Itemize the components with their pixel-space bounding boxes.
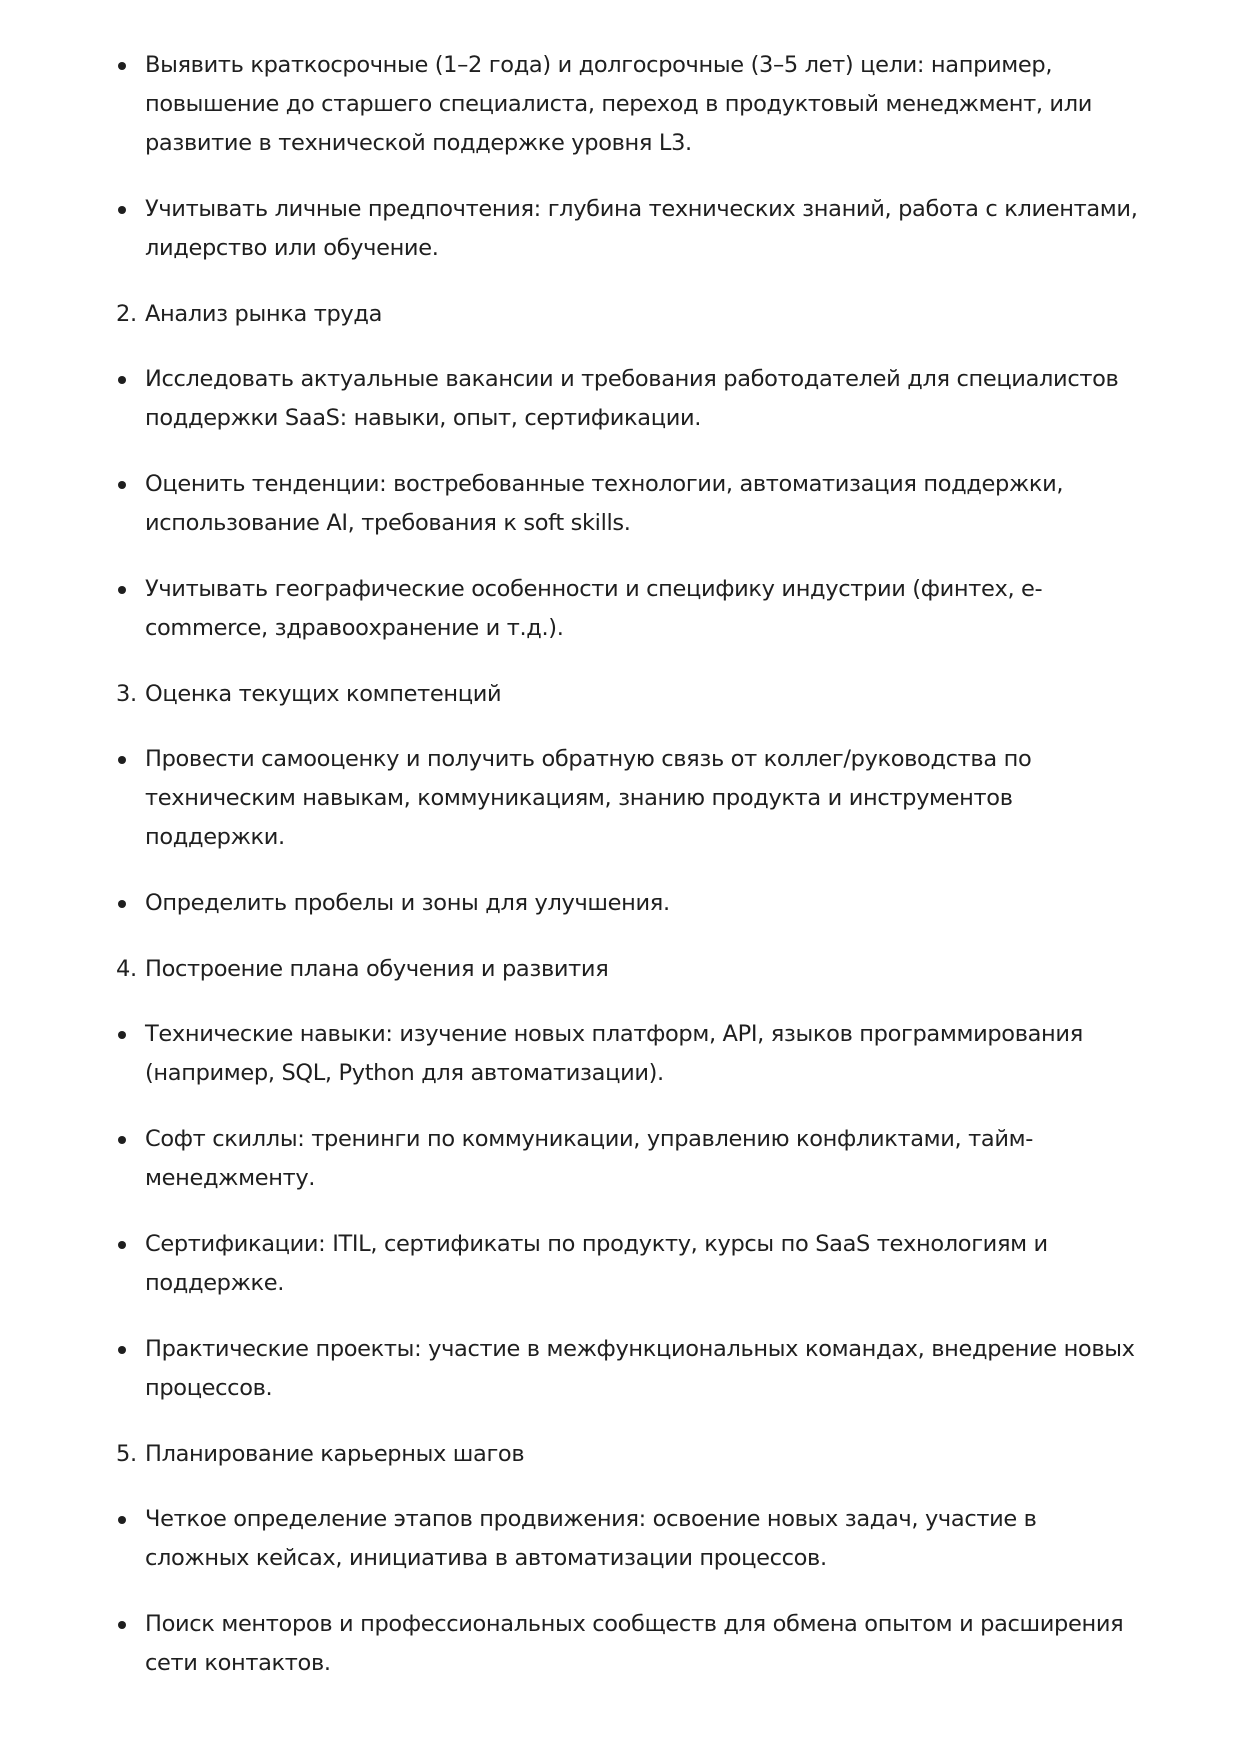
bullet-icon: [118, 62, 126, 70]
list-item: [145, 1500, 1145, 1578]
bullet-icon: [118, 1241, 126, 1249]
list-item: [145, 570, 1145, 648]
bullet-icon: [118, 586, 126, 594]
list-item: [145, 884, 1145, 923]
list-item: [145, 1015, 1145, 1093]
list-item-text: Четкое определение этапов продвижения: освоение новых задач, участие в сложных кейсах, инициатива в автоматизации процессов.: [145, 1506, 1037, 1571]
list-item: [145, 1225, 1145, 1303]
bullet-icon: [118, 900, 126, 908]
section-number: 3.: [116, 681, 137, 707]
section-number: 2.: [116, 301, 137, 327]
list-item: [145, 465, 1145, 543]
bullet-icon: [118, 1346, 126, 1354]
bullet-icon: [118, 1516, 126, 1524]
list-item-text: Сертификации: ITIL, сертификаты по продукту, курсы по SaaS технологиям и поддержке.: [145, 1231, 1048, 1296]
list-item-text: Исследовать актуальные вакансии и требования работодателей для специалистов поддержки SaaS: навыки, опыт, сертификации.: [145, 366, 1119, 431]
list-item: [145, 360, 1145, 438]
section-heading: [116, 295, 1145, 334]
section-heading: [116, 1435, 1145, 1474]
list-item: [145, 46, 1145, 163]
list-item-text: Практические проекты: участие в межфункциональных командах, внедрение новых процессов.: [145, 1336, 1135, 1401]
section-title: Анализ рынка труда: [145, 301, 383, 327]
list-item-text: Софт скиллы: тренинги по коммуникации, управлению конфликтами, тайм-менеджменту.: [145, 1126, 1034, 1191]
list-item-text: Выявить краткосрочные (1–2 года) и долгосрочные (3–5 лет) цели: например, повышение до старшего специалиста, переход в продуктовый менеджмент, или развитие в технической поддержке уровня L3.: [145, 52, 1093, 156]
list-item-text: Провести самооценку и получить обратную связь от коллег/руководства по техническим навыкам, коммуникациям, знанию продукта и инструментов поддержки.: [145, 746, 1032, 850]
list-item-text: Учитывать географические особенности и специфику индустрии (финтех, e-commerce, здравоохранение и т.д.).: [145, 576, 1043, 641]
section-title: Построение плана обучения и развития: [145, 956, 609, 982]
list-item-text: Определить пробелы и зоны для улучшения.: [145, 890, 670, 916]
list-item: [145, 740, 1145, 857]
list-item: [145, 1605, 1145, 1683]
list-item: [145, 190, 1145, 268]
list-item: [145, 1330, 1145, 1408]
bullet-icon: [118, 1621, 126, 1629]
list-item-text: Поиск менторов и профессиональных сообществ для обмена опытом и расширения сети контактов.: [145, 1611, 1124, 1676]
bullet-icon: [118, 756, 126, 764]
list-item: [145, 1120, 1145, 1198]
section-number: 5.: [116, 1441, 137, 1467]
bullet-icon: [118, 1031, 126, 1039]
section-heading: [116, 950, 1145, 989]
bullet-icon: [118, 481, 126, 489]
section-title: Оценка текущих компетенций: [145, 681, 502, 707]
section-heading: [116, 675, 1145, 714]
section-number: 4.: [116, 956, 137, 982]
bullet-icon: [118, 1136, 126, 1144]
bullet-icon: [118, 376, 126, 384]
list-item-text: Оценить тенденции: востребованные технологии, автоматизация поддержки, использование AI, требования к soft skills.: [145, 471, 1064, 536]
bullet-icon: [118, 206, 126, 214]
list-item-text: Технические навыки: изучение новых платформ, API, языков программирования (например, SQL, Python для автоматизации).: [145, 1021, 1083, 1086]
document-page: [0, 46, 1239, 1710]
list-item-text: Учитывать личные предпочтения: глубина технических знаний, работа с клиентами, лидерство или обучение.: [145, 196, 1138, 261]
section-title: Планирование карьерных шагов: [145, 1441, 525, 1467]
